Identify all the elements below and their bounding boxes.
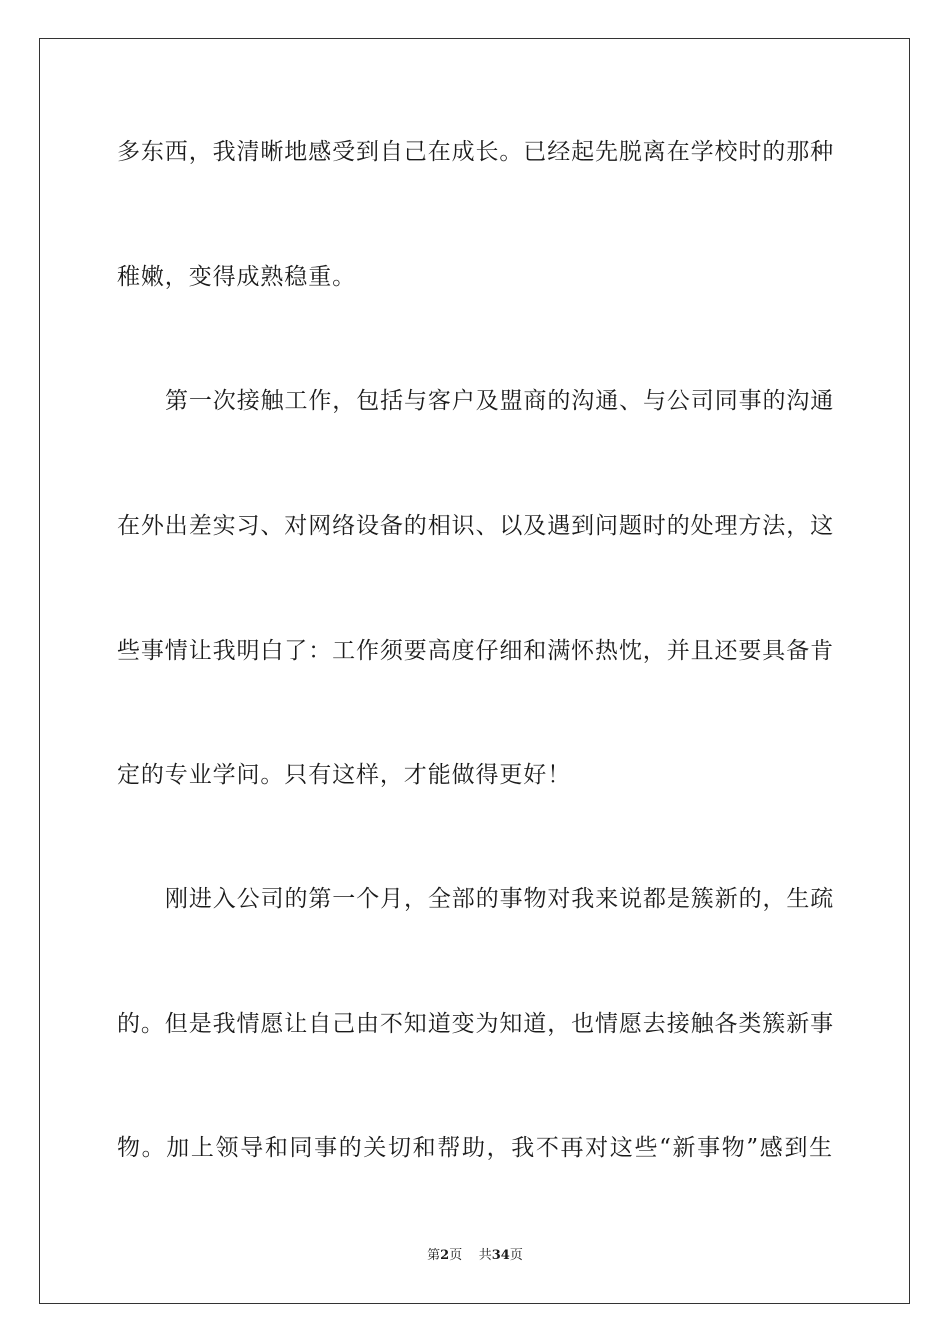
page-suffix: 页 <box>449 1248 463 1263</box>
text-line: 些事情让我明白了：工作须要高度仔细和满怀热忱，并且还要具备肯 <box>117 638 834 664</box>
text-line: 多东西，我清晰地感受到自己在成长。已经起先脱离在学校时的那种 <box>117 139 834 165</box>
total-suffix: 页 <box>509 1248 523 1263</box>
text-line: 第一次接触工作，包括与客户及盟商的沟通、与公司同事的沟通 <box>165 388 835 414</box>
text-line: 刚进入公司的第一个月，全部的事物对我来说都是簇新的，生疏 <box>165 886 835 912</box>
page-number: 2 <box>440 1248 450 1263</box>
page-footer <box>0 1247 950 1265</box>
total-prefix: 共 <box>478 1248 492 1263</box>
total-pages: 34 <box>491 1248 510 1263</box>
page-prefix: 第 <box>427 1248 441 1263</box>
text-line: 的。但是我情愿让自己由不知道变为知道，也情愿去接触各类簇新事 <box>117 1011 834 1037</box>
text-line: 稚嫩，变得成熟稳重。 <box>117 264 356 290</box>
text-line: 在外出差实习、对网络设备的相识、以及遇到问题时的处理方法，这 <box>117 513 834 539</box>
text-line: 定的专业学问。只有这样，才能做得更好！ <box>117 762 572 788</box>
page-frame <box>39 38 910 1304</box>
text-line: 物。加上领导和同事的关切和帮助，我不再对这些“新事物”感到生 <box>117 1135 833 1161</box>
